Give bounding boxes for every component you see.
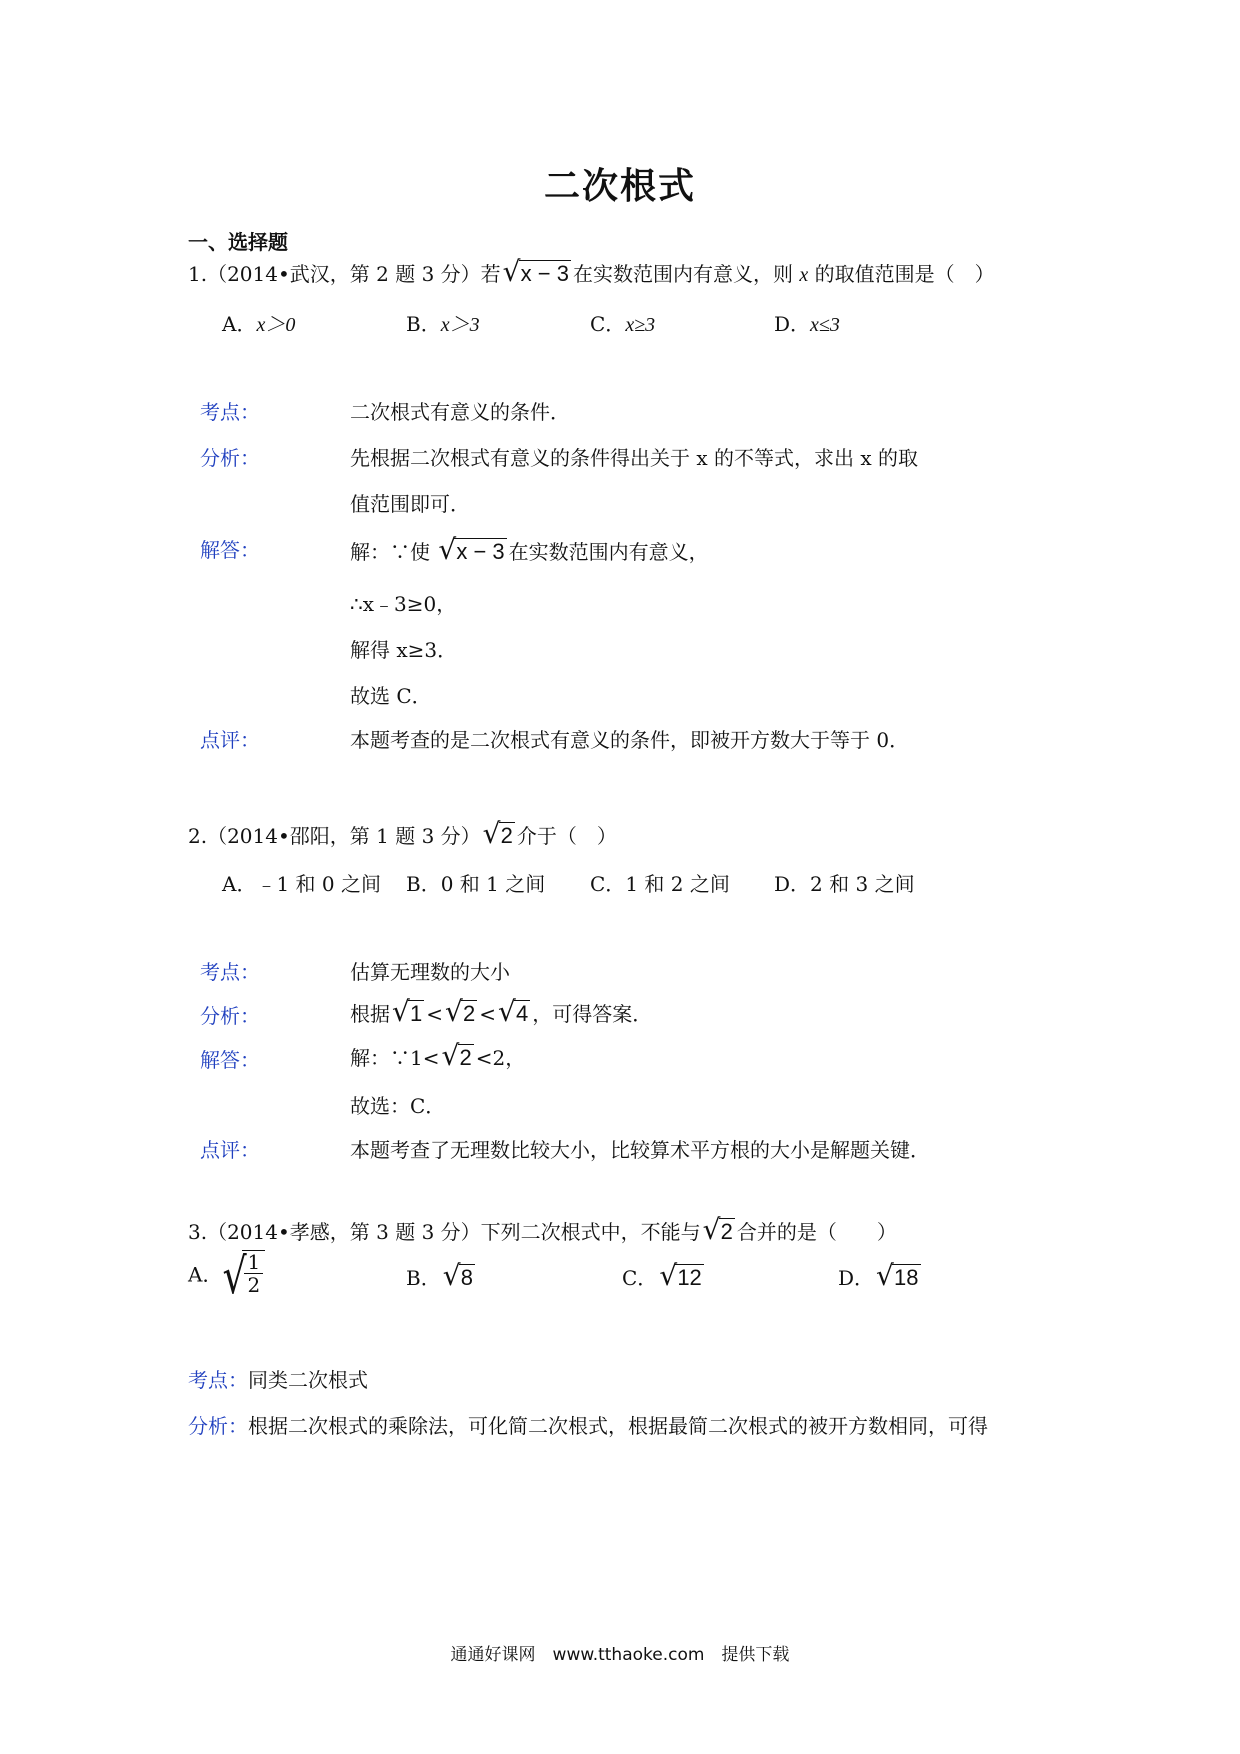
- q1-jieda-line2: ∴x﹣3≥0，: [350, 592, 457, 616]
- question-1-option-b: B．x＞3: [406, 312, 480, 336]
- question-2-option-c: C．1 和 2 之间: [590, 872, 730, 896]
- question-3-option-a: A． √ $\frac{1}{2}$: [188, 1250, 265, 1296]
- section-heading: 一、选择题: [188, 230, 288, 254]
- q2-fenxi: 根据√ 1 <√ 2 <√ 4 ，可得答案．: [350, 998, 652, 1027]
- question-3-option-b: B．√ 8: [406, 1262, 477, 1291]
- q2-dianping-label: 点评：: [200, 1138, 260, 1162]
- q2-jieda-line1: 解：∵1<√ 2 <2，: [350, 1042, 525, 1071]
- q1-fenxi-label: 分析：: [200, 446, 260, 470]
- question-1-mid: 在实数范围内有意义，则: [572, 262, 800, 286]
- question-2-option-a: A．﹣1 和 0 之间: [222, 872, 381, 896]
- q2-kaodian: 估算无理数的大小: [350, 960, 510, 984]
- question-1: [188, 258, 995, 287]
- question-1-var: x: [799, 264, 809, 286]
- question-3-option-c: C．√ 12: [622, 1262, 706, 1291]
- question-2: 2.（2014•邵阳，第 1 题 3 分）√ 2 介于（ ）: [188, 820, 617, 849]
- page-footer: 通通好课网 www.tthaoke.com 提供下载: [450, 1645, 790, 1665]
- question-3: 3.（2014•孝感，第 3 题 3 分）下列二次根式中，不能与√ 2 合并的是（ ）: [188, 1216, 897, 1245]
- question-2-option-b: B．0 和 1 之间: [406, 872, 546, 896]
- question-2-radical: √ 2: [483, 823, 515, 849]
- q3-kaodian: 考点：同类二次根式: [188, 1368, 368, 1392]
- question-1-option-a: A．x＞0: [222, 312, 296, 336]
- q1-jieda-line4: 故选 C．: [350, 684, 432, 708]
- q3-fenxi: 分析：根据二次根式的乘除法，可化简二次根式，根据最简二次根式的被开方数相同，可得: [188, 1414, 988, 1438]
- question-1-prefix: 1.（2014•武汉，第 2 题 3 分）若: [188, 262, 501, 286]
- q2-jieda-label: 解答：: [200, 1048, 260, 1072]
- q1-fenxi-line1: 先根据二次根式有意义的条件得出关于 x 的不等式，求出 x 的取: [350, 446, 918, 470]
- question-3-option-d: D．√ 18: [838, 1262, 923, 1291]
- page-title: 二次根式: [543, 166, 696, 207]
- q1-jieda-label: 解答：: [200, 538, 260, 562]
- q1-kaodian-label: 考点：: [200, 400, 260, 424]
- q1-kaodian: 二次根式有意义的条件．: [350, 400, 570, 424]
- question-1-suffix: 的取值范围是（ ）: [808, 262, 995, 286]
- q1-fenxi-line2: 值范围即可．: [350, 492, 470, 516]
- question-1-radical: √ x − 3: [503, 261, 571, 287]
- q1-jieda-line3: 解得 x≥3．: [350, 638, 458, 662]
- question-3-radical: √ 2: [703, 1219, 735, 1245]
- question-2-option-d: D．2 和 3 之间: [774, 872, 915, 896]
- q2-kaodian-label: 考点：: [200, 960, 260, 984]
- q1-dianping-label: 点评：: [200, 728, 260, 752]
- q1-dianping: 本题考查的是二次根式有意义的条件，即被开方数大于等于 0．: [350, 728, 910, 752]
- question-1-option-c: C．x≥3: [590, 312, 656, 336]
- q2-fenxi-label: 分析：: [200, 1004, 260, 1028]
- question-1-option-d: D．x≤3: [774, 312, 840, 336]
- q2-jieda-line2: 故选：C．: [350, 1094, 446, 1118]
- q2-dianping: 本题考查了无理数比较大小，比较算术平方根的大小是解题关键．: [350, 1138, 930, 1162]
- q1-jieda-line1: 解：∵使 √ x − 3 在实数范围内有意义，: [350, 536, 709, 565]
